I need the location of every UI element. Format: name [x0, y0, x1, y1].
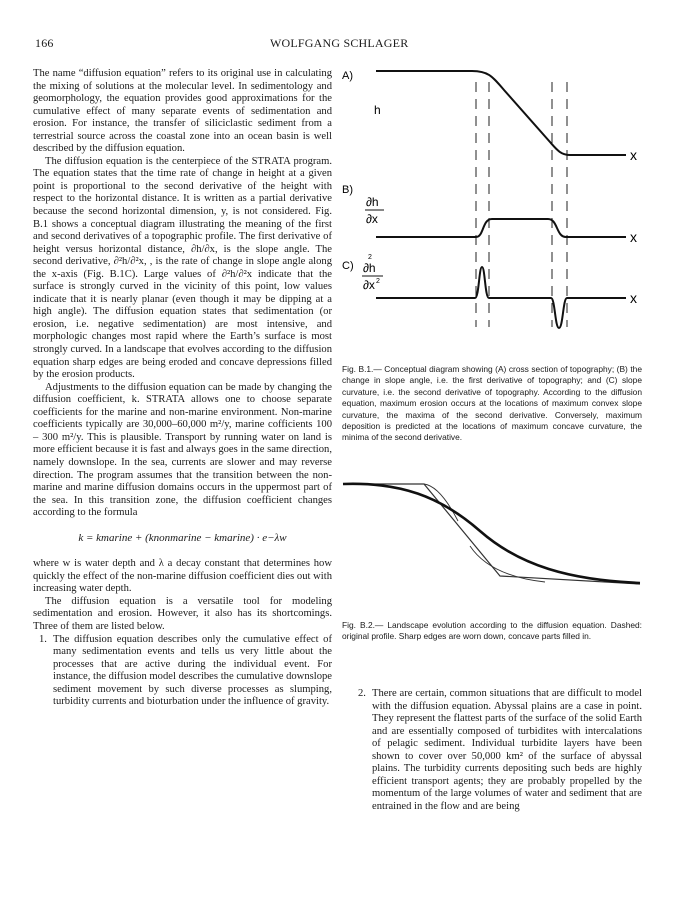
figure-b2-landscape-evolution: [340, 476, 645, 596]
figure-b1-caption: Fig. B.1.— Conceptual diagram showing (A) cross section of topography; (B) the change in slope angle, i.e. the first derivative of topography; and (C) slope curvature, i.e. the second derivative of topography. According to the diffusion equation, maximum erosion occurs at the locations of maximum convex slope curvature, the maxima of the second derivative. Conversely, maximum deposition is predicted at the locations of maximum concave curvature, the minima of the second derivative.: [342, 364, 642, 443]
shortcomings-list: [33, 634, 332, 709]
figure-b1-derivatives-diagram: [338, 62, 648, 352]
left-column: [33, 68, 332, 709]
panel-c-label: C): [342, 260, 354, 272]
right-column: [352, 688, 642, 813]
paragraph-versatile-tool: The diffusion equation is a versatile tool for modeling sedimentation and erosion. However, it also has its shortcomings. Three of them are listed below.: [33, 595, 332, 632]
second-derivative-numerator: ∂h: [363, 261, 376, 275]
second-derivative-denominator: ∂x: [363, 278, 375, 292]
evolved-profile-curve: [343, 484, 640, 583]
panel-b-x-label: x: [630, 229, 637, 245]
panel-b-label: B): [342, 184, 353, 196]
list-item-number: 1.: [39, 633, 47, 645]
list-item-number: 2.: [358, 688, 366, 699]
list-item-text: The diffusion equation describes only the cumulative effect of many sedimentation events and tells us very little about the processes that are active during the individual event. For instance, the diffusion model describes the cumulative downslope sediment movement by such diverse processes as slumping, turbidity currents and bioturbation under the influence of gravity.: [53, 633, 332, 708]
panel-a-x-label: x: [630, 147, 637, 163]
original-profile-line: [343, 484, 640, 584]
dashed-guide-lines: [476, 82, 567, 327]
slope-angle-curve: [376, 219, 626, 237]
panel-c-x-label: x: [630, 290, 637, 306]
list-item-text: There are certain, common situations that are difficult to model with the diffusion equation. Abyssal plains are a case in point. They represent the flattest parts of the surface of the solid Earth and are essentially composed of turbidites with intercalations of pelagic sediment. Individual turbidite layers have been shown to cover over 50,000 km² of the surface of abyssal plains. The turbidity currents depositing such beds are highly efficient transport agents; they are probably propelled by the momentum of the large volumes of water and sediment that are entrained in the flow and are being: [372, 688, 642, 812]
paragraph-adjustments: Adjustments to the diffusion equation can be made by changing the diffusion coefficient, k. STRATA allows one to choose separate coefficients for the marine and non-marine environment. Non-marine coefficients typically are 30,000–60,000 m²/y, marine cofficients 100 – 300 m²/y. This is plausible. Transport by running water on land is more efficient because it is fast and always goes in the same direction, namely downslope. In the sea, currents are slower and may reverse direction. The program assumes that the transition between the non-marine and marine diffusion domains occurs in the uppermost part of the sea. In this transition zone, the diffusion coefficient changes according to the formula: [33, 381, 332, 519]
second-derivative-superscript-bottom: 2: [376, 278, 380, 285]
diffusion-coefficient-formula: k = kmarine + (knonmarine − kmarine) · e−λw: [78, 531, 287, 544]
paragraph-water-depth: where w is water depth and λ a decay constant that determines how quickly the effect of the non-marine diffusion coefficient dies out with increasing water depth.: [33, 558, 332, 595]
curvature-curve: [376, 267, 626, 328]
figure-b2-caption: Fig. B.2.— Landscape evolution according to the diffusion equation. Dashed: original profile. Sharp edges are worn down, concave parts filled in.: [342, 620, 642, 642]
height-axis-label: h: [374, 103, 381, 117]
second-derivative-superscript-top: 2: [368, 254, 372, 261]
running-title: WOLFGANG SCHLAGER: [270, 36, 409, 50]
list-item: [352, 688, 642, 813]
paragraph-diffusion-centerpiece: The diffusion equation is the centerpiece of the STRATA program. The equation states that the time rate of change in height at a given point is proportional to the second derivative of the height with respect to the horizontal distance. It is written as a partial derivative because the second horizontal dimension, y, is not considered. Fig. B.1 shows a conceptual diagram illustrating the meaning of the first and second derivatives of a topographic profile. The first derivative of height versus horizontal distance, ∂h/∂x, is the slope angle. The second derivative, ∂²h/∂²x, , is the rate of change in slope angle along the x-axis (Fig. B.1C). Large values of ∂²h/∂²x indicate that the surface is strongly curved in the vicinity of this point, low values indicate that it is nearly planar (even though it may be dipping at a high angle). The diffusion equation states that sedimentation (or erosion, i.e. negative sedimentation) are most intensive, and morphologic changes most rapid where the Earth’s surface is most strongly curved. In a landscape that evolves according to the diffusion equation sharp edges are being eroded and concave depressions filled by the erosion products.: [33, 155, 332, 381]
paragraph-diffusion-name: The name “diffusion equation” refers to its original use in calculating the mixing of solutions at the molecular level. In sedimentology and geomorphology, the equation provides good approximations for the cumulative effect of many separate events of sedimentation and erosion. For instance, the transfer of siliciclastic sediment from a terrestrial source across the coastal zone into an ocean basin is well described by the diffusion equation.: [33, 68, 332, 155]
topography-profile-curve: [376, 71, 626, 155]
page-number: 166: [35, 36, 54, 50]
list-item: [33, 634, 332, 709]
panel-a-label: A): [342, 70, 353, 82]
first-derivative-numerator: ∂h: [366, 195, 379, 209]
first-derivative-denominator: ∂x: [366, 212, 378, 226]
shortcomings-list-continued: [352, 688, 642, 813]
